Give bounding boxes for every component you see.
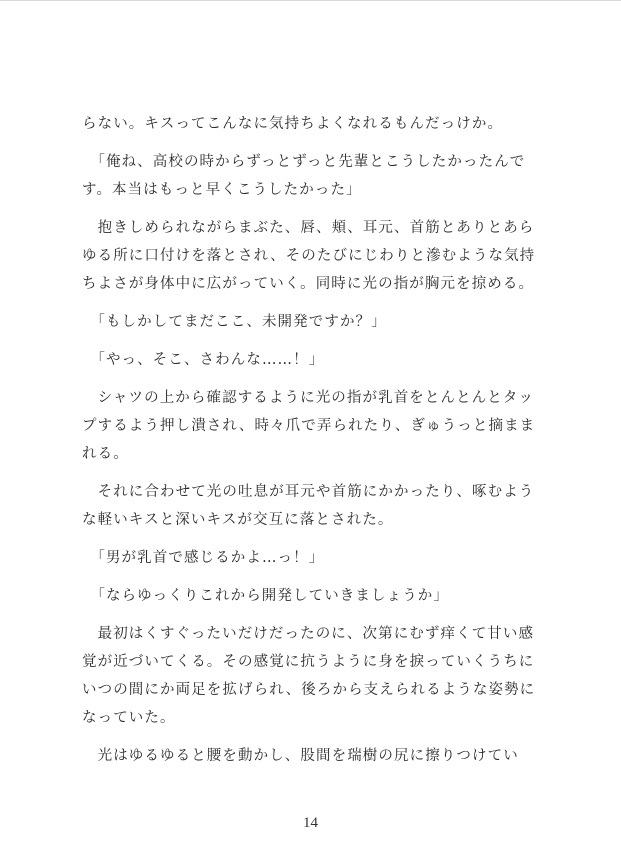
text-line: 最初はくすぐったいだけだったのに、次第にむず痒くて甘い感 [82, 626, 535, 642]
paragraph [82, 384, 542, 468]
text-line: ゆる所に口付けを落とされ、そのたびにじわりと滲むような気持 [82, 248, 536, 264]
paragraph [82, 110, 542, 138]
text-line: れる。 [82, 446, 129, 462]
text-line: シャツの上から確認するように光の指が乳首をとんとんとタッ [82, 390, 535, 406]
paragraph [82, 582, 542, 610]
text-line: 「やっ、そこ、さわんな……！」 [82, 352, 325, 368]
paragraph [82, 308, 542, 336]
text-line: 「男が乳首で感じるかよ…っ！」 [82, 550, 325, 566]
text-line: 「もしかしてまだここ、未開発ですか？」 [82, 314, 387, 330]
page-number: 14 [303, 815, 318, 831]
text-line: 覚が近づいてくる。その感覚に抗うように身を捩っていくうちに [82, 654, 535, 670]
text-line: 「ならゆっくりこれから開発していきましょうか」 [82, 588, 450, 604]
paragraph [82, 214, 542, 298]
paragraph [82, 742, 542, 770]
paragraph [82, 346, 542, 374]
text-line: 抱きしめられながらまぶた、唇、頬、耳元、首筋とありとあら [82, 220, 535, 236]
page-body-text [82, 110, 542, 780]
text-line: らない。キスってこんなに気持ちよくなれるもんだっけか。 [82, 116, 504, 132]
text-line: なっていた。 [82, 710, 176, 726]
paragraph [82, 544, 542, 572]
text-line: 「俺ね、高校の時からずっとずっと先輩とこうしたかったんで [82, 154, 526, 170]
paragraph [82, 478, 542, 534]
text-line: な軽いキスと深いキスが交互に落とされた。 [82, 512, 394, 528]
text-line: 光はゆるゆると腰を動かし、股間を瑞樹の尻に擦りつけてい [82, 748, 519, 764]
text-line: いつの間にか両足を拡げられ、後ろから支えられるような姿勢に [82, 682, 536, 698]
paragraph [82, 148, 542, 204]
top-border-line [0, 0, 621, 1]
text-line: それに合わせて光の吐息が耳元や首筋にかかったり、啄むよう [82, 484, 535, 500]
text-line: プするよう押し潰され、時々爪で弄られたり、ぎゅうっと摘まま [82, 418, 536, 434]
text-line: ちよさが身体中に広がっていく。同時に光の指が胸元を掠める。 [82, 276, 535, 292]
paragraph [82, 620, 542, 732]
text-line: す。本当はもっと早くこうしたかった」 [82, 182, 362, 198]
